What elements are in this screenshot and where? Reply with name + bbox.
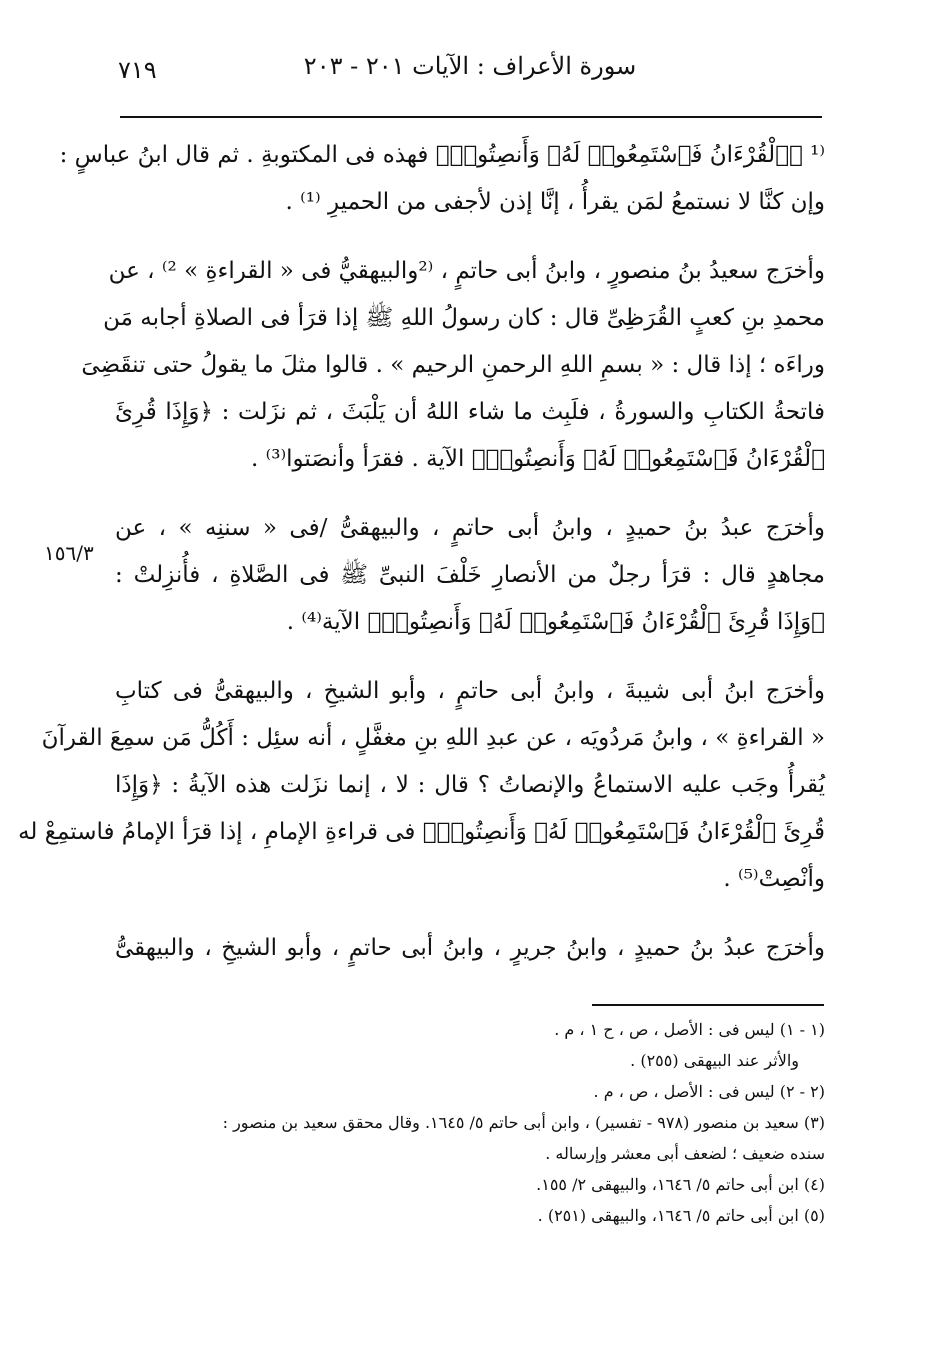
text-line: قُرِئَ ٱلْقُرْءَانُ فَٱسْتَمِعُوا۟ لَهُۥ وَأَنصِتُوا۟﴾ فى قراءةِ الإمامِ ، إذا قرَأ الإمامُ فاستمِعْ له <box>18 819 825 845</box>
text-line: وأخرَج عبدُ بنُ حميدٍ ، وابنُ أبى حاتمٍ ، والبيهقىُّ /فى « سننِه » ، عن <box>115 515 825 541</box>
text-line: وأخرَج ابنُ أبى شيبةَ ، وابنُ أبى حاتمٍ ، وأبو الشيخِ ، والبيهقىُّ فى كتابِ <box>115 678 825 704</box>
paragraph-4 <box>18 668 825 903</box>
footnotes <box>110 1014 825 1231</box>
paragraph-5 <box>115 925 825 972</box>
footnote-line: (٤) ابن أبى حاتم ٥/ ١٦٤٦، والبيهقى ٢/ ١٥٥. <box>536 1175 825 1194</box>
text-line: وإن كنَّا لا نستمعُ لمَن يقرأُ ، إنَّا إذن لأجفى من الحميرِ ⁽¹⁾ . <box>285 189 825 215</box>
footnote-line: والأثر عند البيهقى (٢٥٥) . <box>630 1051 799 1070</box>
text-line: وراءَه ؛ إذا قال : « بسمِ اللهِ الرحمنِ الرحيم » . قالوا مثلَ ما يقولُ حتى تنقَضِىَ <box>81 352 825 378</box>
footnote-line: سنده ضعيف ؛ لضعف أبى معشر وإرساله . <box>545 1144 825 1163</box>
text-line: وأخرَج سعيدُ بنُ منصورٍ ، وابنُ أبى حاتمٍ ، ⁽²والبيهقيُّ فى « القراءةِ » ²⁾ ، عن <box>108 258 825 284</box>
text-line: ٱلْقُرْءَانُ فَٱسْتَمِعُوا۟ لَهُۥ وَأَنصِتُوا۟﴾ الآية . فقرَأ وأنصَتوا⁽³⁾ . <box>251 446 825 472</box>
margin-reference: ١٥٦/٣ <box>44 541 94 565</box>
text-line: مجاهدٍ قال : قرَأ رجلٌ من الأنصارِ خَلْفَ النبىِّ ﷺ فى الصَّلاةِ ، فأُنزِلتْ : <box>115 562 825 588</box>
footnote-line: (١ - ١) ليس فى : الأصل ، ص ، ح ١ ، م . <box>554 1020 825 1039</box>
footnote-line: (٥) ابن أبى حاتم ٥/ ١٦٤٦، والبيهقى (٢٥١) . <box>537 1206 825 1225</box>
page-number: ٧١٩ <box>118 56 157 84</box>
paragraph-1 <box>59 132 825 226</box>
footnote-line: (٢ - ٢) ليس فى : الأصل ، ص ، م . <box>593 1082 825 1101</box>
text-line: وأنْصِتْ⁽⁵⁾ . <box>723 866 825 892</box>
text-line: فاتحةُ الكتابِ والسورةُ ، فلَبِث ما شاء اللهُ أن يَلْبَثَ ، ثم نزَلت : ﴿وَإِذَا قُرِئَ <box>115 399 825 425</box>
text-line: يُقرأُ وجَب عليه الاستماعُ والإنصاتُ ؟ قال : لا ، إنما نزَلت هذه الآيةُ : ﴿وَإِذَا <box>115 772 825 798</box>
text-line: وأخرَج عبدُ بنُ حميدٍ ، وابنُ جريرٍ ، وابنُ أبى حاتمٍ ، وأبو الشيخِ ، والبيهقىُّ <box>115 935 825 961</box>
header-rule <box>120 116 822 118</box>
text-line: ⁽¹ ﴿ٱلْقُرْءَانُ فَٱسْتَمِعُوا۟ لَهُۥ وَأَنصِتُوا۟﴾ فهذه فى المكتوبةِ . ثم قال ابنُ عباسٍ : <box>59 142 825 168</box>
text-line: محمدِ بنِ كعبٍ القُرَظِىِّ قال : كان رسولُ اللهِ ﷺ إذا قرَأ فى الصلاةِ أجابه مَن <box>103 305 825 331</box>
paragraph-3 <box>115 505 825 646</box>
paragraph-2 <box>81 248 825 483</box>
running-header-title: سورة الأعراف : الآيات ٢٠١ - ٢٠٣ <box>303 52 637 80</box>
footnote-line: (٣) سعيد بن منصور (٩٧٨ - تفسير) ، وابن أبى حاتم ٥/ ١٦٤٥. وقال محقق سعيد بن منصور : <box>222 1113 825 1132</box>
footnote-rule <box>592 1004 824 1006</box>
text-line: « القراءةِ » ، وابنُ مَردُويَه ، عن عبدِ اللهِ بنِ مغفَّلٍ ، أنه سئِل : أَكُلُّ مَن سمِعَ القرآنَ <box>41 725 825 751</box>
text-line: ﴿وَإِذَا قُرِئَ ٱلْقُرْءَانُ فَٱسْتَمِعُوا۟ لَهُۥ وَأَنصِتُوا۟﴾ الآية⁽⁴⁾ . <box>286 609 825 635</box>
